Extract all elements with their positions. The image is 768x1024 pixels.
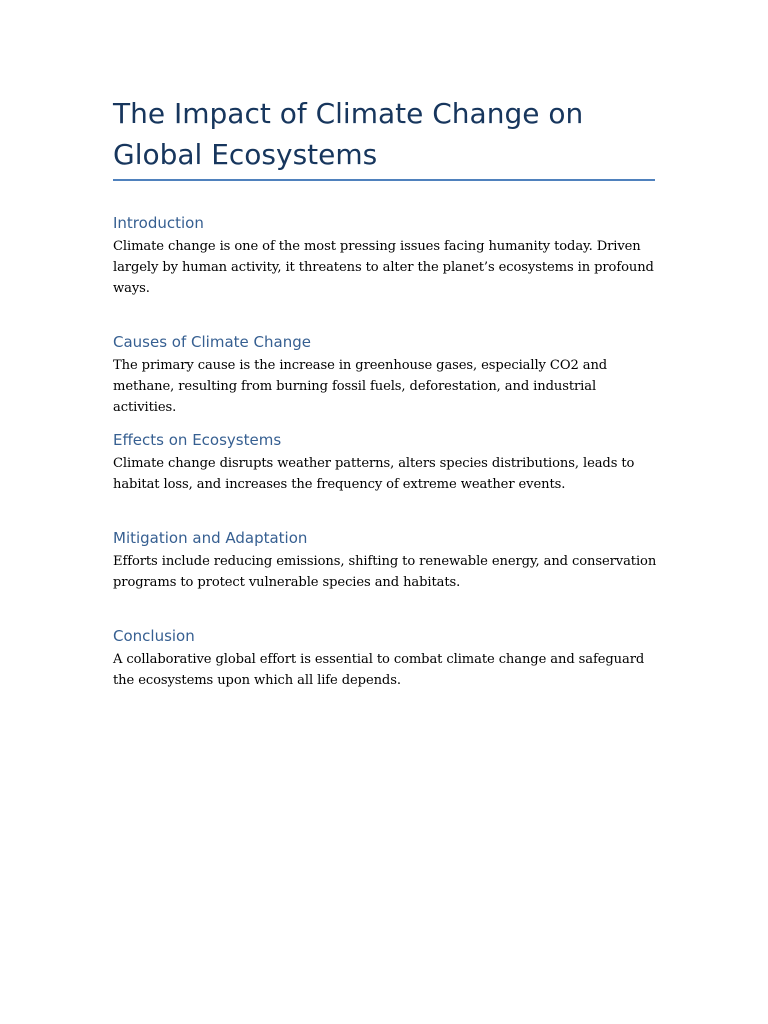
section-heading: Conclusion xyxy=(113,627,195,645)
title-underline-rule xyxy=(113,179,655,181)
section-body: Efforts include reducing emissions, shifting to renewable energy, and conservation programs to protect vulnerable species and habitats. xyxy=(113,554,657,590)
section-heading: Introduction xyxy=(113,214,204,232)
section-conclusion xyxy=(113,626,658,691)
section-heading: Causes of Climate Change xyxy=(113,333,311,351)
section-body: A collaborative global effort is essential to combat climate change and safeguard the ecosystems upon which all life depends. xyxy=(113,652,645,688)
section-mitigation-and-adaptation xyxy=(113,528,658,593)
section-body: The primary cause is the increase in greenhouse gases, especially CO2 and methane, resulting from burning fossil fuels, deforestation, and industrial activities. xyxy=(113,358,608,415)
document-title: The Impact of Climate Change on Global Ecosystems xyxy=(113,97,584,171)
section-body: Climate change disrupts weather patterns, alters species distributions, leads to habitat loss, and increases the frequency of extreme weather events. xyxy=(113,456,635,492)
section-effects-on-ecosystems xyxy=(113,430,658,495)
section-heading: Effects on Ecosystems xyxy=(113,431,282,449)
section-introduction xyxy=(113,213,658,299)
section-causes-of-climate-change xyxy=(113,332,658,418)
section-body: Climate change is one of the most pressing issues facing humanity today. Driven largely by human activity, it threatens to alter the planet’s ecosystems in profound ways. xyxy=(113,239,654,296)
section-heading: Mitigation and Adaptation xyxy=(113,529,308,547)
